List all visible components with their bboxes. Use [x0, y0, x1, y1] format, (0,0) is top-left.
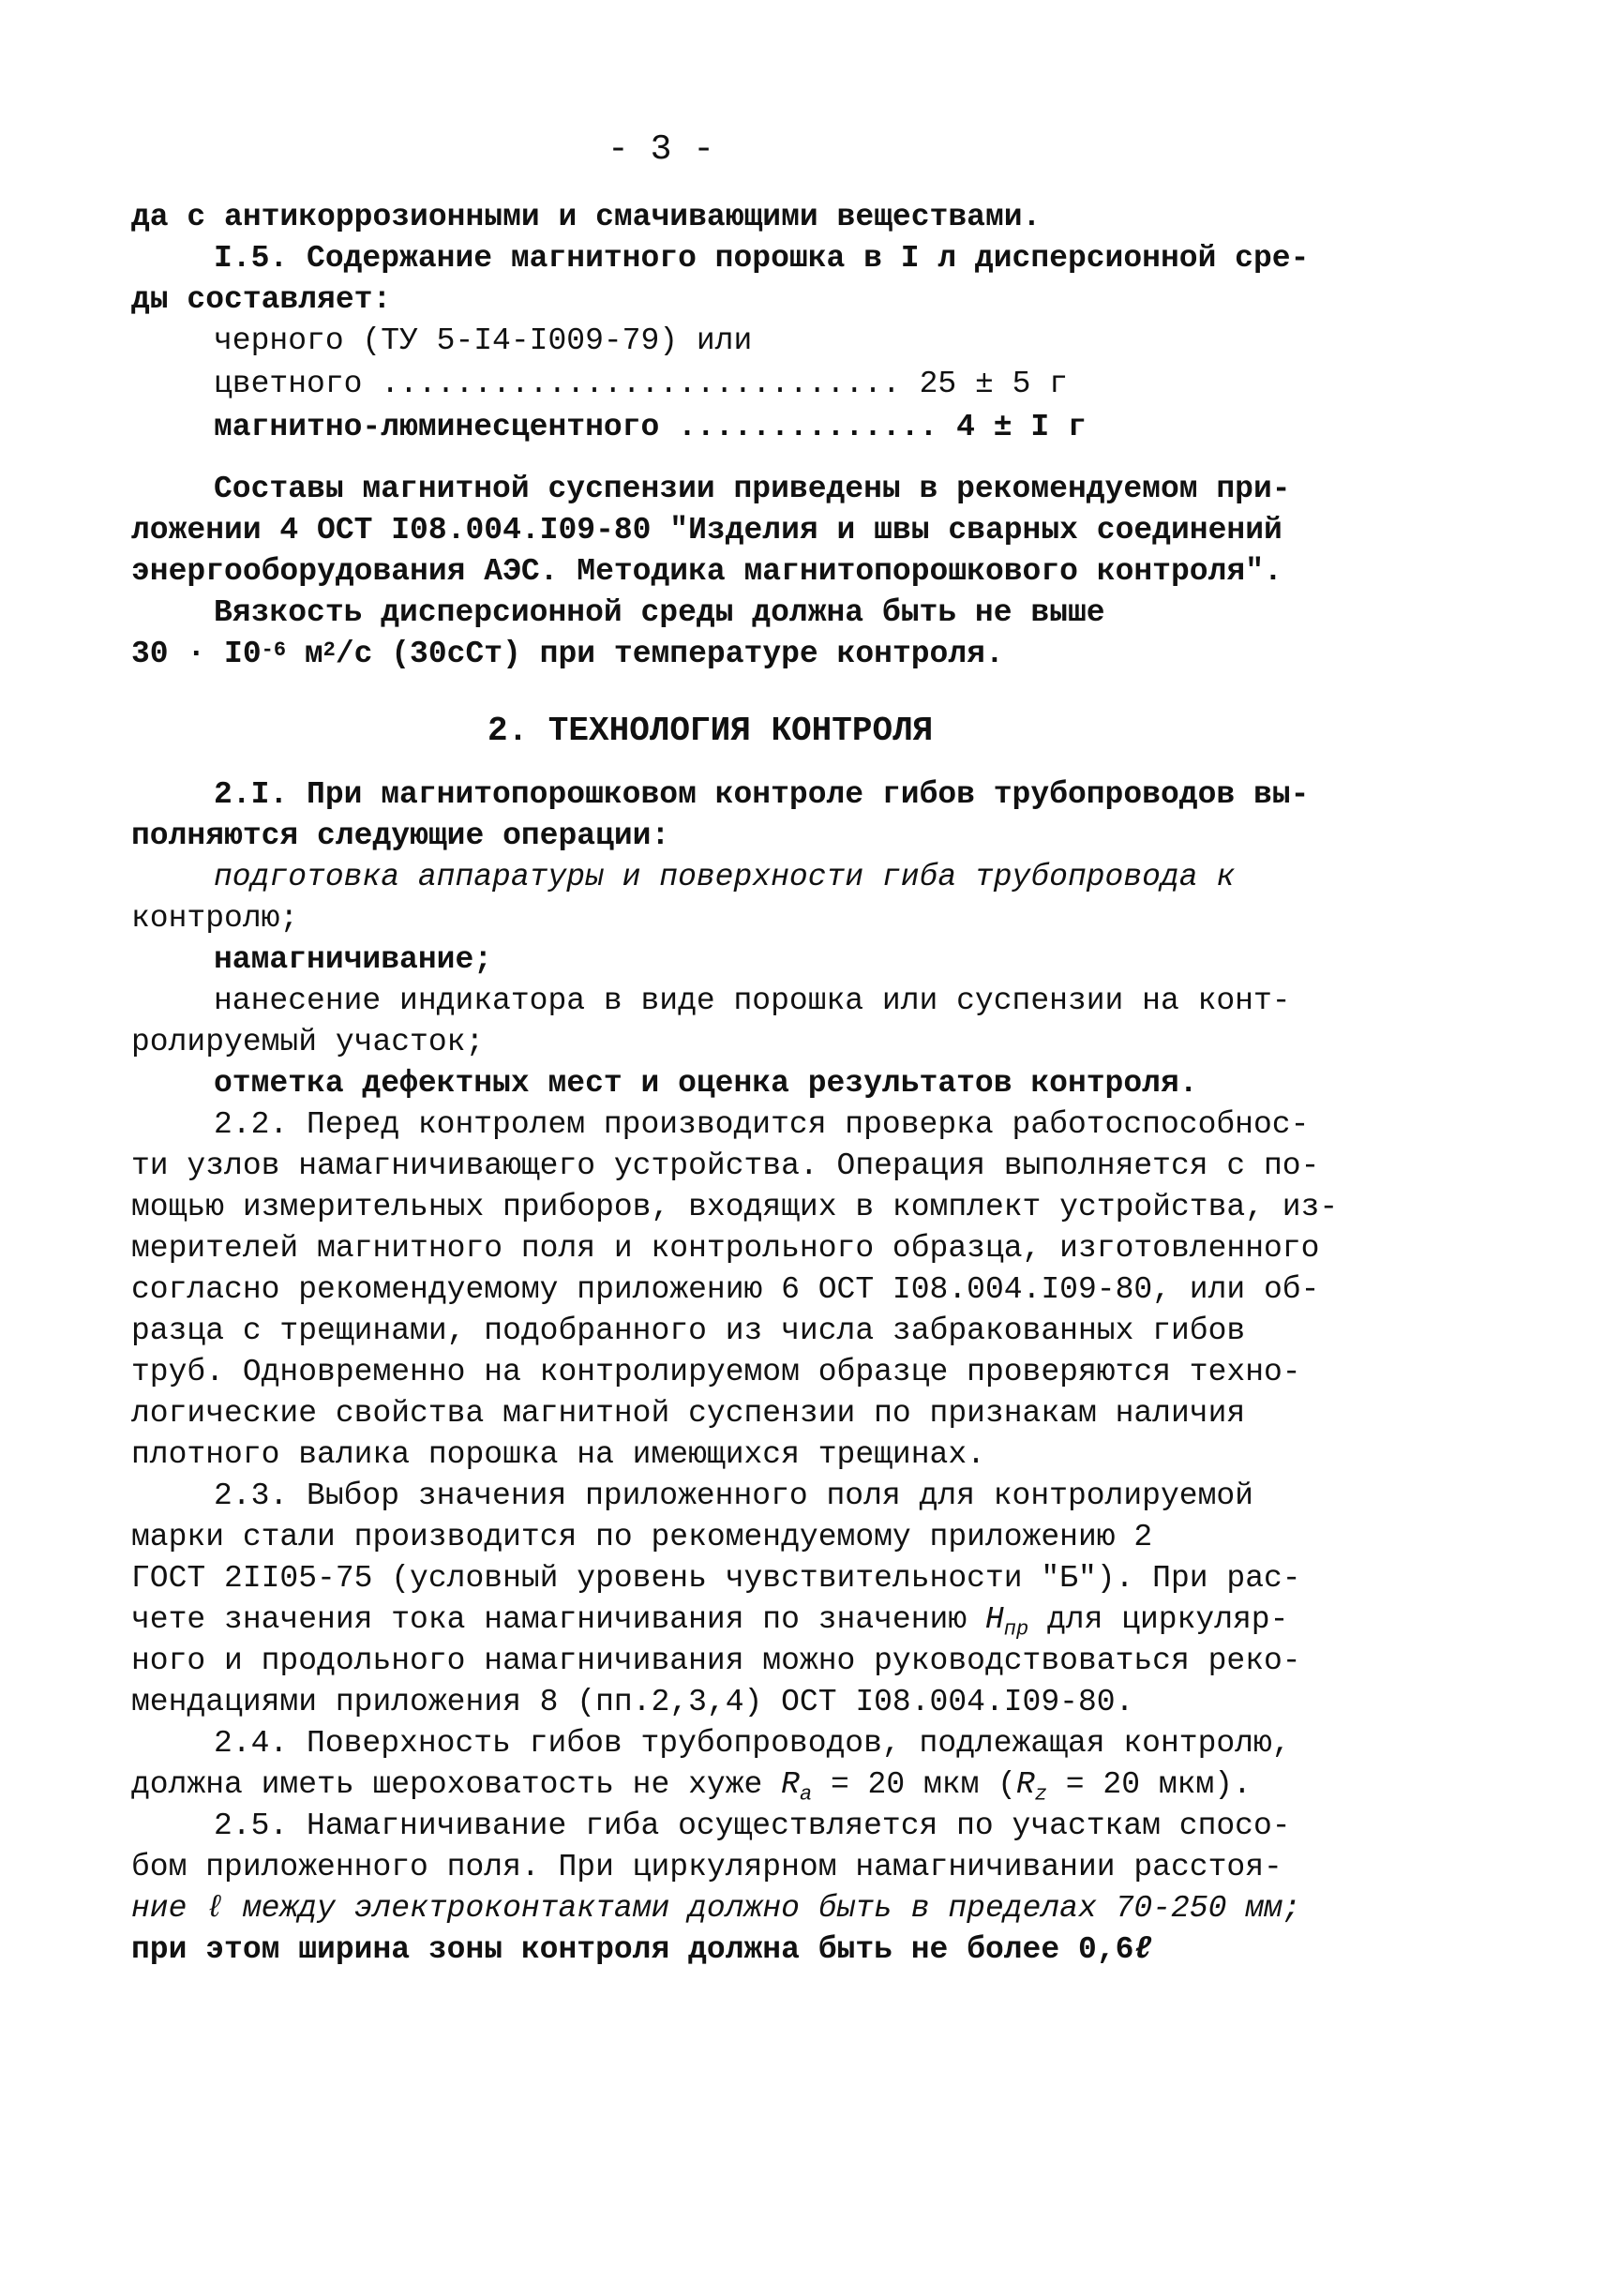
- symbol-r: R: [781, 1767, 800, 1802]
- list-item-color-powder: [214, 366, 1068, 403]
- operation-item: ролируемый участок;: [131, 1025, 485, 1059]
- section-2-2-line: логические свойства магнитной суспензии по признакам наличия: [131, 1396, 1246, 1431]
- leader-dots: ..............: [678, 410, 938, 444]
- symbol-l: ℓ: [205, 1891, 225, 1926]
- viscosity-line: [131, 636, 1004, 673]
- section-2-3-line: марки стали производится по рекомендуемому приложению 2: [131, 1520, 1153, 1554]
- operation-item: отметка дефектных мест и оценка результатов контроля.: [214, 1066, 1198, 1101]
- symbol-subscript: a: [799, 1782, 813, 1807]
- composition-line: Составы магнитной суспензии приведены в рекомендуемом при-: [214, 472, 1291, 506]
- viscosity-unit-exponent: 2: [322, 638, 336, 662]
- section-2-5-line: [131, 1890, 1301, 1928]
- section-2-4-line: [131, 1766, 1252, 1814]
- section-2-2-line: 2.2. Перед контролем производится проверка работоспособнос-: [214, 1107, 1310, 1142]
- section-2-2-line: согласно рекомендуемому приложению 6 ОСТ I08.004.I09-80, или об-: [131, 1272, 1320, 1307]
- text-run: должна иметь шероховатость не хуже: [131, 1767, 782, 1802]
- symbol-h: H: [984, 1602, 1004, 1637]
- composition-line: ложении 4 ОСТ I08.004.I09-80 "Изделия и швы сварных соединений: [131, 513, 1282, 548]
- section-2-5-line: 2.5. Намагничивание гиба осуществляется по участкам спосо-: [214, 1808, 1291, 1843]
- symbol-r: R: [1015, 1767, 1035, 1802]
- section-2-3-line: [131, 1601, 1288, 1649]
- operation-item: контролю;: [131, 901, 299, 936]
- composition-line: энергооборудования АЭС. Методика магнитопорошкового контроля".: [131, 554, 1282, 589]
- section-2-2-line: ти узлов намагничивающего устройства. Операция выполняется с по-: [131, 1148, 1320, 1183]
- section-2-5-line: [131, 1931, 1152, 1969]
- section-1-5-line: I.5. Содержание магнитного порошка в I л дисперсионной сре-: [214, 241, 1310, 276]
- section-2-3-line: ного и продольного намагничивания можно руководствоваться реко-: [131, 1643, 1301, 1678]
- page-number: - 3 -: [608, 129, 715, 170]
- color-label: цветного: [214, 367, 363, 401]
- viscosity-unit: м: [286, 637, 323, 671]
- symbol-subscript: z: [1034, 1782, 1047, 1807]
- viscosity-line: Вязкость дисперсионной среды должна быть не выше: [214, 595, 1105, 630]
- section-2-3-line: ГОСТ 2II05-75 (условный уровень чувствительности "Б"). При рас-: [131, 1561, 1301, 1596]
- section-2-2-line: плотного валика порошка на имеющихся трещинах.: [131, 1437, 985, 1472]
- section-2-2-line: мощью измерительных приборов, входящих в комплект устройства, из-: [131, 1190, 1339, 1224]
- section-2-2-line: труб. Одновременно на контролируемом образце проверяются техно-: [131, 1355, 1301, 1389]
- viscosity-tail: /с (30сСт) при температуре контроля.: [335, 637, 1004, 671]
- section-2-3-line: мендациями приложения 8 (пп.2,3,4) ОСТ I08.004.I09-80.: [131, 1685, 1134, 1719]
- operation-item: подготовка аппаратуры и поверхности гиба трубопровода к: [214, 860, 1236, 894]
- text-run: = 20 мкм (: [812, 1767, 1016, 1802]
- section-title: 2. ТЕХНОЛОГИЯ КОНТРОЛЯ: [488, 712, 934, 750]
- viscosity-number: 30 · I0: [131, 637, 262, 671]
- operation-item: нанесение индикатора в виде порошка или суспензии на конт-: [214, 983, 1291, 1018]
- operation-item: намагничивание;: [214, 942, 493, 977]
- section-2-3-line: 2.3. Выбор значения приложенного поля для контролируемой: [214, 1478, 1253, 1513]
- symbol-l: ℓ: [1133, 1932, 1153, 1967]
- section-2-2-line: разца с трещинами, подобранного из числа забракованных гибов: [131, 1313, 1246, 1348]
- text-run: = 20 мкм).: [1047, 1767, 1252, 1802]
- viscosity-exponent: -6: [261, 638, 287, 662]
- section-2-1-line: 2.I. При магнитопорошковом контроле гибов трубопроводов вы-: [214, 777, 1310, 812]
- luminescent-label: магнитно-люминесцентного: [214, 410, 660, 444]
- luminescent-value: 4 ± I г: [956, 410, 1087, 444]
- paragraph-line: да с антикоррозионными и смачивающими веществами.: [131, 200, 1042, 234]
- leader-dots: ............................: [381, 367, 901, 401]
- list-item-luminescent-powder: [214, 409, 1087, 446]
- section-2-2-line: мерителей магнитного поля и контрольного образца, изготовленного: [131, 1231, 1320, 1266]
- section-1-5-line: ды составляет:: [131, 282, 392, 317]
- section-2-5-line: бом приложенного поля. При циркулярном намагничивании расстоя-: [131, 1850, 1282, 1884]
- text-run: при этом ширина зоны контроля должна быть не более 0,6: [131, 1932, 1134, 1967]
- text-run: для циркуляр-: [1028, 1602, 1289, 1637]
- list-item-black-powder: черного (ТУ 5-I4-I009-79) или: [214, 323, 753, 358]
- section-2-4-line: 2.4. Поверхность гибов трубопроводов, подлежащая контролю,: [214, 1726, 1291, 1761]
- text-run: между электроконтактами должно быть в пределах 70-250 мм;: [224, 1891, 1301, 1926]
- symbol-subscript: пр: [1003, 1617, 1029, 1642]
- text-run: чете значения тока намагничивания по значению: [131, 1602, 985, 1637]
- color-value: 25 ± 5 г: [919, 367, 1068, 401]
- section-2-1-line: полняются следующие операции:: [131, 818, 670, 853]
- text-run: ние: [131, 1891, 206, 1926]
